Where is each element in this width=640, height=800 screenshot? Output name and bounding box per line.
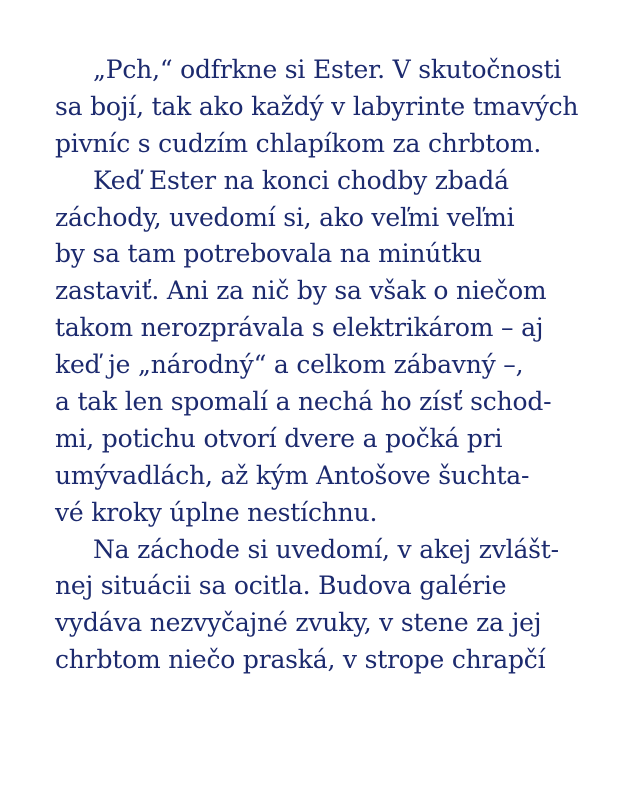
body-text — [55, 52, 615, 679]
text-line-5: záchody, uvedomí si, ako veľmi veľmi — [55, 202, 515, 232]
text-line-17: chrbtom niečo praská, v strope chrapčí — [55, 645, 546, 675]
text-line-16: vydáva nezvyčajné zvuky, v stene za jej — [55, 608, 542, 638]
text-line-7: zastaviť. Ani za nič by sa však o niečom — [55, 276, 547, 306]
text-line-4: Keď Ester na konci chodby zbadá — [93, 165, 509, 195]
text-line-1: „Pch,“ odfrkne si Ester. V skutočnosti — [93, 55, 562, 84]
text-line-13: vé kroky úplne nestíchnu. — [55, 497, 378, 527]
text-line-15: nej situácii sa ocitla. Budova galérie — [55, 571, 507, 601]
text-line-14: Na záchode si uvedomí, v akej zvlášt- — [93, 534, 559, 564]
text-line-3: pivníc s cudzím chlapíkom za chrbtom. — [55, 128, 542, 158]
text-line-9: keď je „národný“ a celkom zábavný –, — [55, 350, 524, 380]
text-line-2: sa bojí, tak ako každý v labyrinte tmavých — [55, 91, 579, 121]
text-line-8: takom nerozprávala s elektrikárom – aj — [55, 313, 544, 343]
text-line-11: mi, potichu otvorí dvere a počká pri — [55, 423, 503, 453]
text-line-10: a tak len spomalí a nechá ho zísť schod- — [55, 387, 552, 417]
text-line-6: by sa tam potrebovala na minútku — [55, 239, 482, 269]
text-line-12: umývadlách, až kým Antošove šuchta- — [55, 460, 530, 490]
